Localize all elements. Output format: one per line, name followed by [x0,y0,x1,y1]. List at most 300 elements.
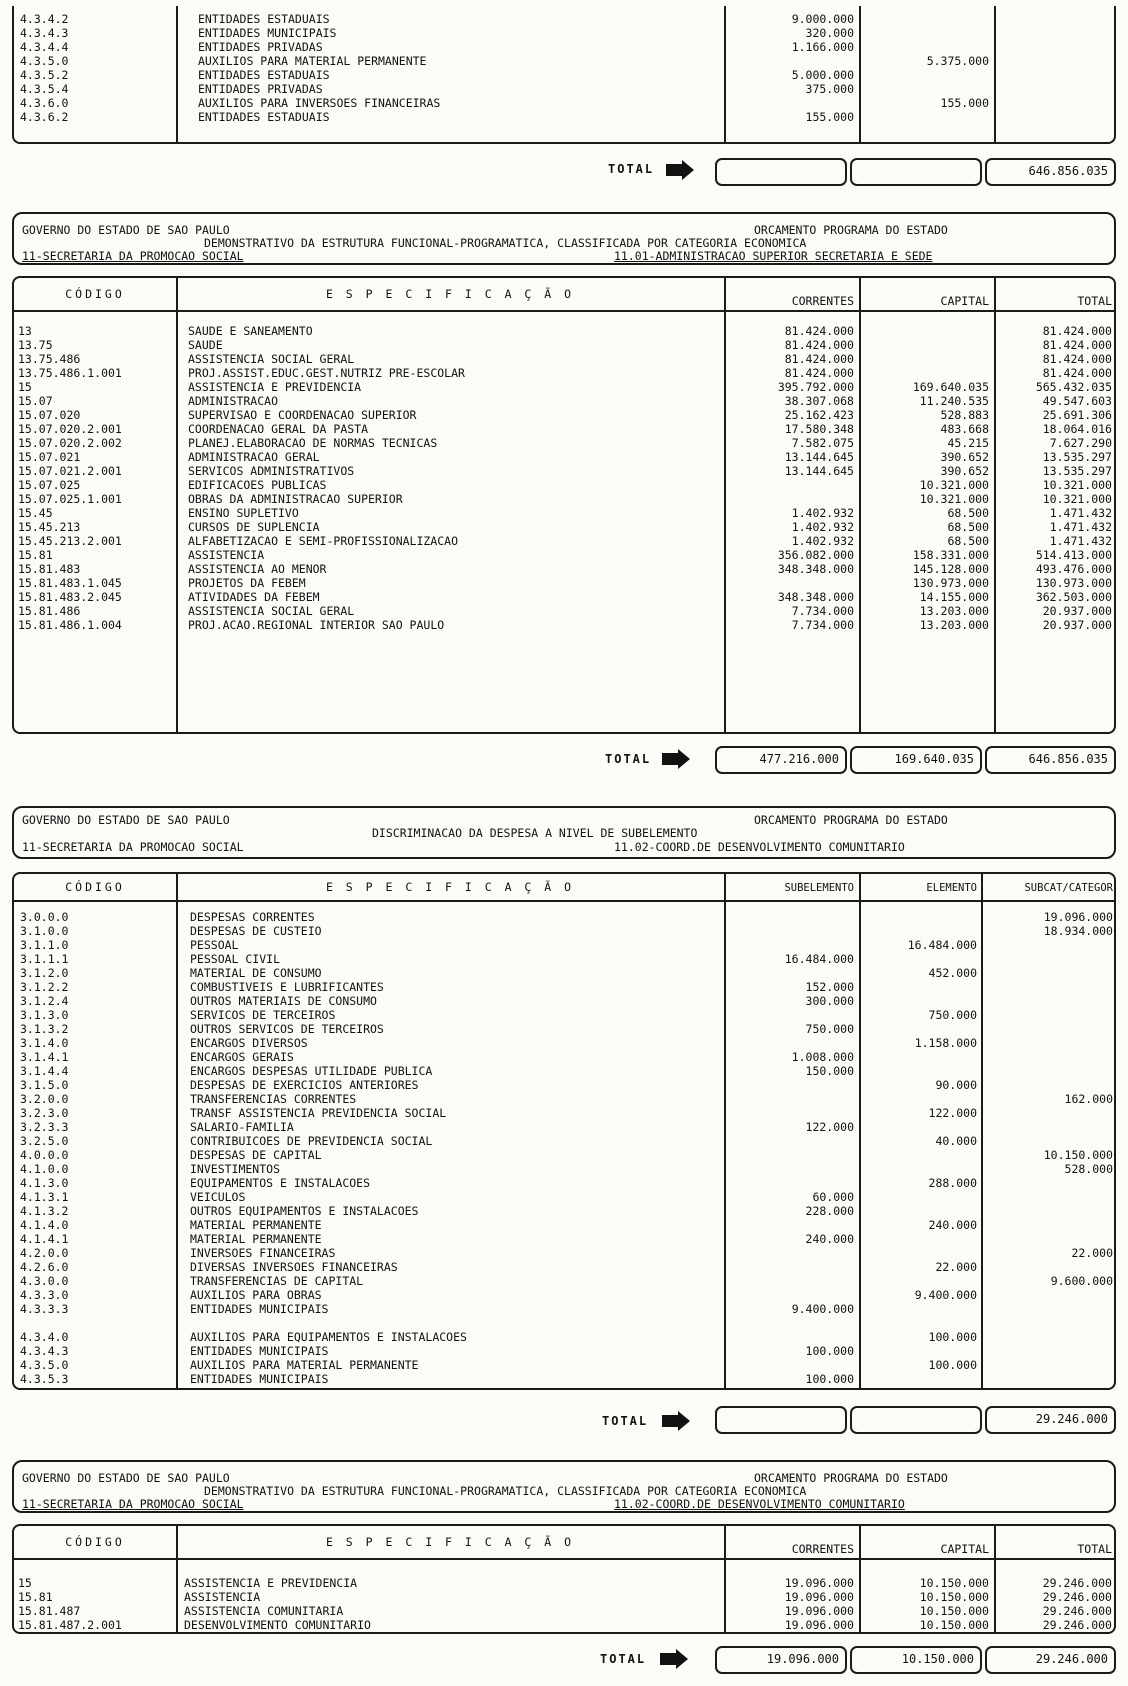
total-box-b [850,1406,982,1434]
table-cell: PROJ.ACAO.REGIONAL INTERIOR SAO PAULO [188,618,445,632]
table-cell: 162.000 [1064,1092,1113,1106]
table-cell [863,68,989,82]
budget-title: ORCAMENTO PROGRAMA DO ESTADO [754,813,948,827]
table-cell: 13.144.645 [784,464,854,478]
table-cell: 81.424.000 [784,338,854,352]
total-box-a: 477.216.000 [715,746,847,774]
table-cell: 4.3.5.4 [20,82,69,96]
table-cell [985,1176,1113,1190]
table-cell: TRANSFERENCIAS DE CAPITAL [190,1274,364,1288]
table-cell [863,82,989,96]
table-cell [985,1120,1113,1134]
table-cell: 20.937.000 [1042,618,1112,632]
capital-column [863,1576,989,1632]
table-cell: 68.500 [947,534,989,548]
continuation-table [12,6,1116,144]
total-box-c: 646.856.035 [985,158,1116,186]
table-cell [190,1316,720,1330]
table-cell [863,1302,977,1316]
table-cell [985,1022,1113,1036]
table-cell [728,924,854,938]
arrow-icon [662,1411,692,1435]
table-cell [20,1316,170,1330]
table-cell: 3.1.1.1 [20,952,69,966]
table-cell [728,1134,854,1148]
table-cell: ENTIDADES ESTADUAIS [198,68,330,82]
table-cell: 3.1.0.0 [20,924,69,938]
table-cell: 15.07.020.2.002 [18,436,122,450]
table-cell [998,96,1112,110]
table-cell: ASSISTENCIA E PREVIDENCIA [188,380,362,394]
table-cell: 348.348.000 [777,590,854,604]
table-cell: 1.471.432 [1049,506,1112,520]
table-cell: 15.07 [18,394,53,408]
table-cell [728,1274,854,1288]
table-cell [863,1316,977,1330]
table-cell: 19.096.000 [784,1604,854,1618]
table-cell: 4.3.6.0 [20,96,69,110]
table-cell: 4.2.0.0 [20,1246,69,1260]
col-header-subelemento: SUBELEMENTO [784,882,854,894]
table-cell [985,1190,1113,1204]
table-cell: 15.81.483.2.045 [18,590,122,604]
table-cell: ASSISTENCIA [184,1590,261,1604]
table-cell [728,478,854,492]
col-header-codigo: CÓDIGO [65,880,125,894]
table-cell: 158.331.000 [912,548,989,562]
report-subtitle: DEMONSTRATIVO DA ESTRUTURA FUNCIONAL-PROGRAMATICA, CLASSIFICADA POR CATEGORIA ECONOMICA [204,236,807,250]
table-cell: 13.535.297 [1042,450,1112,464]
total-label: TOTAL [602,1414,649,1428]
table-cell: VEICULOS [190,1190,246,1204]
table-cell [998,110,1112,124]
table-cell [728,910,854,924]
report-subtitle: DISCRIMINACAO DA DESPESA A NIVEL DE SUBELEMENTO [372,826,698,840]
table-cell: 81.424.000 [784,352,854,366]
col-header-capital: CAPITAL [940,294,989,308]
table-cell: ASSISTENCIA AO MENOR [188,562,327,576]
table-cell [863,1022,977,1036]
table-cell: 10.150.000 [919,1576,989,1590]
col-header-codigo: CÓDIGO [65,287,125,301]
table-cell: 4.1.3.1 [20,1190,69,1204]
report-header [12,212,1116,265]
table-cell [985,938,1113,952]
table-cell: 100.000 [928,1358,977,1372]
table-cell: 18.064.016 [1042,422,1112,436]
table-cell: 15.07.020 [18,408,81,422]
table-cell [728,1008,854,1022]
table-cell: ASSISTENCIA [188,548,265,562]
table-cell: 130.973.000 [912,576,989,590]
table-cell: CURSOS DE SUPLENCIA [188,520,320,534]
table-cell: 1.008.000 [791,1050,854,1064]
table-cell: 19.096.000 [784,1618,854,1632]
table-cell: 3.2.0.0 [20,1092,69,1106]
arrow-icon [660,1649,690,1673]
table-cell: 29.246.000 [1042,1576,1112,1590]
table-cell [985,952,1113,966]
category-column [998,12,1112,142]
table-cell: PESSOAL CIVIL [190,952,281,966]
table-cell: 750.000 [805,1022,854,1036]
table-cell: 5.000.000 [791,68,854,82]
table-cell: MATERIAL PERMANENTE [190,1232,322,1246]
table-cell: 17.580.348 [784,422,854,436]
table-cell: 15.07.021 [18,450,81,464]
table-cell [728,938,854,952]
table-cell: 29.246.000 [1042,1590,1112,1604]
table-cell: 483.668 [940,422,989,436]
table-cell: 4.3.4.2 [20,12,69,26]
table-cell [863,1050,977,1064]
table-cell: ENCARGOS DESPESAS UTILIDADE PUBLICA [190,1064,433,1078]
table-cell: 38.307.068 [784,394,854,408]
table-cell: ALFABETIZACAO E SEMI-PROFISSIONALIZACAO [188,534,459,548]
table-cell [863,910,977,924]
table-cell: ASSISTENCIA COMUNITARIA [184,1604,344,1618]
table-cell [863,366,989,380]
table-cell: 3.2.3.0 [20,1106,69,1120]
table-cell: ADMINISTRACAO [188,394,279,408]
unit-label: 11.02-COORD.DE DESENVOLVIMENTO COMUNITARIO [614,1497,905,1511]
table-cell [863,1232,977,1246]
table-cell [863,110,989,124]
table-cell: ATIVIDADES DA FEBEM [188,590,320,604]
table-cell: 13.203.000 [919,604,989,618]
total-box-a [715,1406,847,1434]
table-cell: 15.81.486.1.004 [18,618,122,632]
table-cell: 15.81 [18,548,53,562]
table-cell: 13.144.645 [784,450,854,464]
table-cell [985,1078,1113,1092]
table-cell: 4.3.0.0 [20,1274,69,1288]
table-cell: 45.215 [947,436,989,450]
table-cell: 81.424.000 [1042,352,1112,366]
table-cell: TRANSF ASSISTENCIA PREVIDENCIA SOCIAL [190,1106,447,1120]
table-cell: 19.096.000 [784,1576,854,1590]
secretariat-label: 11-SECRETARIA DA PROMOCAO SOCIAL [22,249,244,263]
col-header-codigo: CÓDIGO [65,1535,125,1549]
table-cell: 4.1.3.0 [20,1176,69,1190]
table-cell: 68.500 [947,520,989,534]
table-cell: 1.402.932 [791,534,854,548]
table-cell: 15.81.487.2.001 [18,1618,122,1632]
table-cell [863,1246,977,1260]
subcategoria-column [985,910,1113,1388]
table-cell: 155.000 [805,110,854,124]
table-cell: ENTIDADES ESTADUAIS [198,12,330,26]
table-cell [728,1162,854,1176]
table-cell: 18.934.000 [1043,924,1113,938]
table-cell [728,966,854,980]
table-cell: 3.1.2.2 [20,980,69,994]
table-cell: INVESTIMENTOS [190,1162,281,1176]
table-cell [985,1232,1113,1246]
program-table [12,276,1116,734]
table-cell: MATERIAL PERMANENTE [190,1218,322,1232]
col-header-correntes: CORRENTES [791,294,854,308]
table-cell [863,1120,977,1134]
table-cell [728,1288,854,1302]
table-cell: 10.321.000 [919,492,989,506]
total-box-b: 10.150.000 [850,1646,982,1674]
table-cell: 3.2.5.0 [20,1134,69,1148]
table-cell [863,1190,977,1204]
table-cell: 4.0.0.0 [20,1148,69,1162]
table-cell [985,980,1113,994]
table-cell [985,1106,1113,1120]
table-cell: 4.3.5.3 [20,1372,69,1386]
total-box-b [850,158,982,186]
table-cell: 3.1.3.0 [20,1008,69,1022]
table-cell [728,1036,854,1050]
government-title: GOVERNO DO ESTADO DE SAO PAULO [22,1471,230,1485]
table-cell: 7.734.000 [791,604,854,618]
table-cell: 15.07.021.2.001 [18,464,122,478]
table-cell [863,1344,977,1358]
table-cell: 320.000 [805,26,854,40]
col-header-subcategoria: SUBCAT/CATEGOR [1024,882,1113,894]
table-cell: 750.000 [928,1008,977,1022]
table-cell: 7.734.000 [791,618,854,632]
table-cell [985,1358,1113,1372]
table-cell: 13.75 [18,338,53,352]
table-cell: 390.652 [940,450,989,464]
table-cell: 493.476.000 [1035,562,1112,576]
table-cell: EDIFICACOES PUBLICAS [188,478,327,492]
table-cell [985,1330,1113,1344]
table-cell [985,1134,1113,1148]
table-cell: 4.3.3.3 [20,1302,69,1316]
col-header-especificacao: E S P E C I F I C A Ç Ã O [325,1535,575,1549]
code-column [18,1576,174,1632]
table-cell: 4.3.6.2 [20,110,69,124]
secretariat-label: 11-SECRETARIA DA PROMOCAO SOCIAL [22,840,244,854]
table-cell: 528.883 [940,408,989,422]
table-cell [863,338,989,352]
table-cell: OUTROS SERVICOS DE TERCEIROS [190,1022,384,1036]
table-cell: 15.07.025 [18,478,81,492]
table-cell [863,980,977,994]
table-cell: 90.000 [935,1078,977,1092]
table-cell: DESPESAS DE EXERCICIOS ANTERIORES [190,1078,419,1092]
table-cell [728,1260,854,1274]
col-header-capital: CAPITAL [940,1542,989,1556]
table-cell: 4.3.5.0 [20,54,69,68]
table-cell: 10.150.000 [919,1618,989,1632]
table-cell: 11.240.535 [919,394,989,408]
program-table [12,1524,1116,1634]
table-cell: DIVERSAS INVERSOES FINANCEIRAS [190,1260,398,1274]
table-cell: 4.1.4.0 [20,1218,69,1232]
table-cell [985,1288,1113,1302]
table-cell [728,1148,854,1162]
table-cell: 145.128.000 [912,562,989,576]
government-title: GOVERNO DO ESTADO DE SAO PAULO [22,223,230,237]
table-cell [728,1092,854,1106]
table-cell: OBRAS DA ADMINISTRACAO SUPERIOR [188,492,403,506]
table-cell: 13.203.000 [919,618,989,632]
table-cell: 4.3.4.4 [20,40,69,54]
table-cell: AUXILIOS PARA EQUIPAMENTOS E INSTALACOES [190,1330,467,1344]
table-cell: 22.000 [1071,1246,1113,1260]
table-cell: 169.640.035 [912,380,989,394]
table-cell: 348.348.000 [777,562,854,576]
table-cell: 10.150.000 [919,1590,989,1604]
table-cell: ENTIDADES MUNICIPAIS [198,26,337,40]
table-cell: TRANSFERENCIAS CORRENTES [190,1092,357,1106]
table-cell: PESSOAL [190,938,239,952]
table-cell: 3.1.3.2 [20,1022,69,1036]
table-cell: 3.1.2.4 [20,994,69,1008]
table-cell: 3.1.4.0 [20,1036,69,1050]
table-cell: 228.000 [805,1204,854,1218]
table-cell: COORDENACAO GERAL DA PASTA [188,422,369,436]
table-cell: 81.424.000 [784,324,854,338]
table-cell: SALARIO-FAMILIA [190,1120,294,1134]
budget-title: ORCAMENTO PROGRAMA DO ESTADO [754,1471,948,1485]
table-cell: 300.000 [805,994,854,1008]
table-cell: 395.792.000 [777,380,854,394]
table-cell: 240.000 [928,1218,977,1232]
table-cell: 122.000 [928,1106,977,1120]
table-cell [985,1036,1113,1050]
table-cell [863,12,989,26]
table-cell: 3.2.3.3 [20,1120,69,1134]
spec-column [190,910,720,1388]
unit-label: 11.01-ADMINISTRACAO SUPERIOR SECRETARIA E SEDE [614,249,933,263]
table-cell: 3.0.0.0 [20,910,69,924]
table-cell: 25.691.306 [1042,408,1112,422]
table-cell: 68.500 [947,506,989,520]
table-cell: 15 [18,380,32,394]
table-cell: 19.096.000 [784,1590,854,1604]
table-cell [998,26,1112,40]
table-cell [728,1246,854,1260]
capital-column [863,324,989,732]
table-cell: 15.81.483.1.045 [18,576,122,590]
table-cell [985,994,1113,1008]
table-cell: 81.424.000 [1042,366,1112,380]
table-cell: 20.937.000 [1042,604,1112,618]
spec-column [184,1576,720,1632]
col-header-total: TOTAL [1077,294,1112,308]
secretariat-label: 11-SECRETARIA DA PROMOCAO SOCIAL [22,1497,244,1511]
table-cell [998,12,1112,26]
col-header-especificacao: E S P E C I F I C A Ç Ã O [325,880,575,894]
table-cell: 13.75.486 [18,352,81,366]
table-cell: 514.413.000 [1035,548,1112,562]
table-cell: 29.246.000 [1042,1618,1112,1632]
total-label: TOTAL [608,162,655,176]
table-cell [998,68,1112,82]
table-cell: 13.535.297 [1042,464,1112,478]
table-cell [863,1092,977,1106]
table-cell [985,1204,1113,1218]
table-cell [728,576,854,590]
total-box-a: 19.096.000 [715,1646,847,1674]
table-cell: 49.547.603 [1042,394,1112,408]
table-cell [998,54,1112,68]
elemento-column [863,910,977,1388]
arrow-icon [666,160,696,184]
table-cell: ENTIDADES MUNICIPAIS [190,1372,329,1386]
table-cell [728,96,854,110]
table-cell: 152.000 [805,980,854,994]
subelemento-column [728,910,854,1388]
table-cell: 13 [18,324,32,338]
table-cell: DESPESAS CORRENTES [190,910,315,924]
table-cell: 1.471.432 [1049,520,1112,534]
table-cell [985,1064,1113,1078]
table-cell: 4.1.4.1 [20,1232,69,1246]
table-cell: AUXILIOS PARA INVERSOES FINANCEIRAS [198,96,441,110]
table-cell: 13.75.486.1.001 [18,366,122,380]
government-title: GOVERNO DO ESTADO DE SAO PAULO [22,813,230,827]
table-cell: MATERIAL DE CONSUMO [190,966,322,980]
total-box-c: 29.246.000 [985,1406,1116,1434]
total-column [998,324,1112,732]
table-cell: 3.1.1.0 [20,938,69,952]
table-cell: ASSISTENCIA SOCIAL GERAL [188,352,355,366]
table-cell [863,324,989,338]
table-cell: AUXILIOS PARA MATERIAL PERMANENTE [190,1358,419,1372]
table-cell: 15.07.020.2.001 [18,422,122,436]
table-cell [985,1302,1113,1316]
table-cell: SUPERVISAO E COORDENACAO SUPERIOR [188,408,417,422]
arrow-icon [662,749,692,773]
table-cell: ENCARGOS GERAIS [190,1050,294,1064]
table-cell: OUTROS EQUIPAMENTOS E INSTALACOES [190,1204,419,1218]
table-cell [863,952,977,966]
table-cell [985,1316,1113,1330]
table-cell [863,1162,977,1176]
table-cell: 15.81 [18,1590,53,1604]
code-column [18,324,174,732]
table-cell: DESENVOLVIMENTO COMUNITARIO [184,1618,371,1632]
table-cell [863,994,977,1008]
table-cell: 14.155.000 [919,590,989,604]
table-cell: PROJ.ASSIST.EDUC.GEST.NUTRIZ PRE-ESCOLAR [188,366,465,380]
table-cell [863,1274,977,1288]
table-cell: 29.246.000 [1042,1604,1112,1618]
table-cell [863,1204,977,1218]
table-cell: 1.158.000 [914,1036,977,1050]
table-cell: 25.162.423 [784,408,854,422]
table-cell [728,1330,854,1344]
element-column [863,12,989,142]
table-cell [728,1106,854,1120]
table-cell: 4.1.0.0 [20,1162,69,1176]
table-cell: ENTIDADES PRIVADAS [198,82,323,96]
table-cell: 362.503.000 [1035,590,1112,604]
total-column [998,1576,1112,1632]
table-cell [728,54,854,68]
table-cell: 15 [18,1576,32,1590]
table-cell [863,1148,977,1162]
table-cell: 122.000 [805,1120,854,1134]
report-subtitle: DEMONSTRATIVO DA ESTRUTURA FUNCIONAL-PROGRAMATICA, CLASSIFICADA POR CATEGORIA ECONOMICA [204,1484,807,1498]
code-column [20,910,170,1388]
table-cell [863,1372,977,1386]
table-cell: 10.150.000 [1043,1148,1113,1162]
table-cell: 150.000 [805,1064,854,1078]
col-header-especificacao: E S P E C I F I C A Ç Ã O [325,287,575,301]
table-cell: 100.000 [928,1330,977,1344]
table-cell: 3.1.4.1 [20,1050,69,1064]
table-cell: ENTIDADES PRIVADAS [198,40,323,54]
